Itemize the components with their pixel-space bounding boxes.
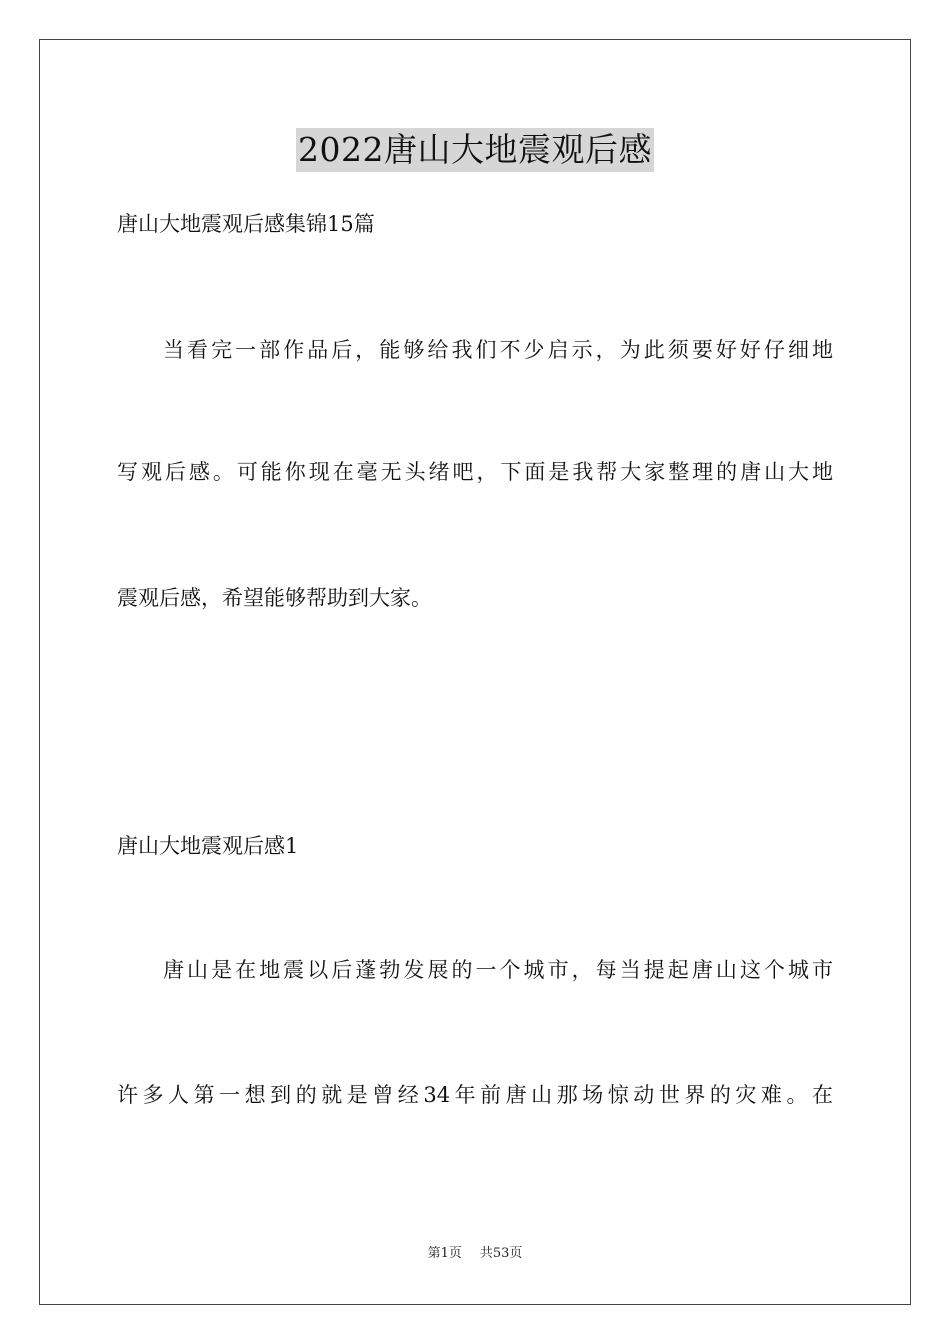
body-line-2: 许多人第一想到的就是曾经34年前唐山那场惊动世界的灾难。在 <box>117 1083 833 1107</box>
body-line-1: 唐山是在地震以后蓬勃发展的一个城市，每当提起唐山这个城市 <box>163 958 833 982</box>
section-heading: 唐山大地震观后感1 <box>117 834 299 858</box>
document-title-container <box>0 128 950 172</box>
page-total: 共53页 <box>479 1246 523 1261</box>
page-footer <box>0 1245 950 1263</box>
intro-line-2: 写观后感。可能你现在毫无头绪吧，下面是我帮大家整理的唐山大地 <box>117 460 833 484</box>
document-title: 2022唐山大地震观后感 <box>296 128 654 172</box>
document-subtitle: 唐山大地震观后感集锦15篇 <box>117 212 375 236</box>
intro-line-1: 当看完一部作品后，能够给我们不少启示，为此须要好好仔细地 <box>163 338 833 362</box>
intro-line-3: 震观后感，希望能够帮助到大家。 <box>117 586 432 610</box>
page-number: 第1页 <box>427 1246 462 1261</box>
